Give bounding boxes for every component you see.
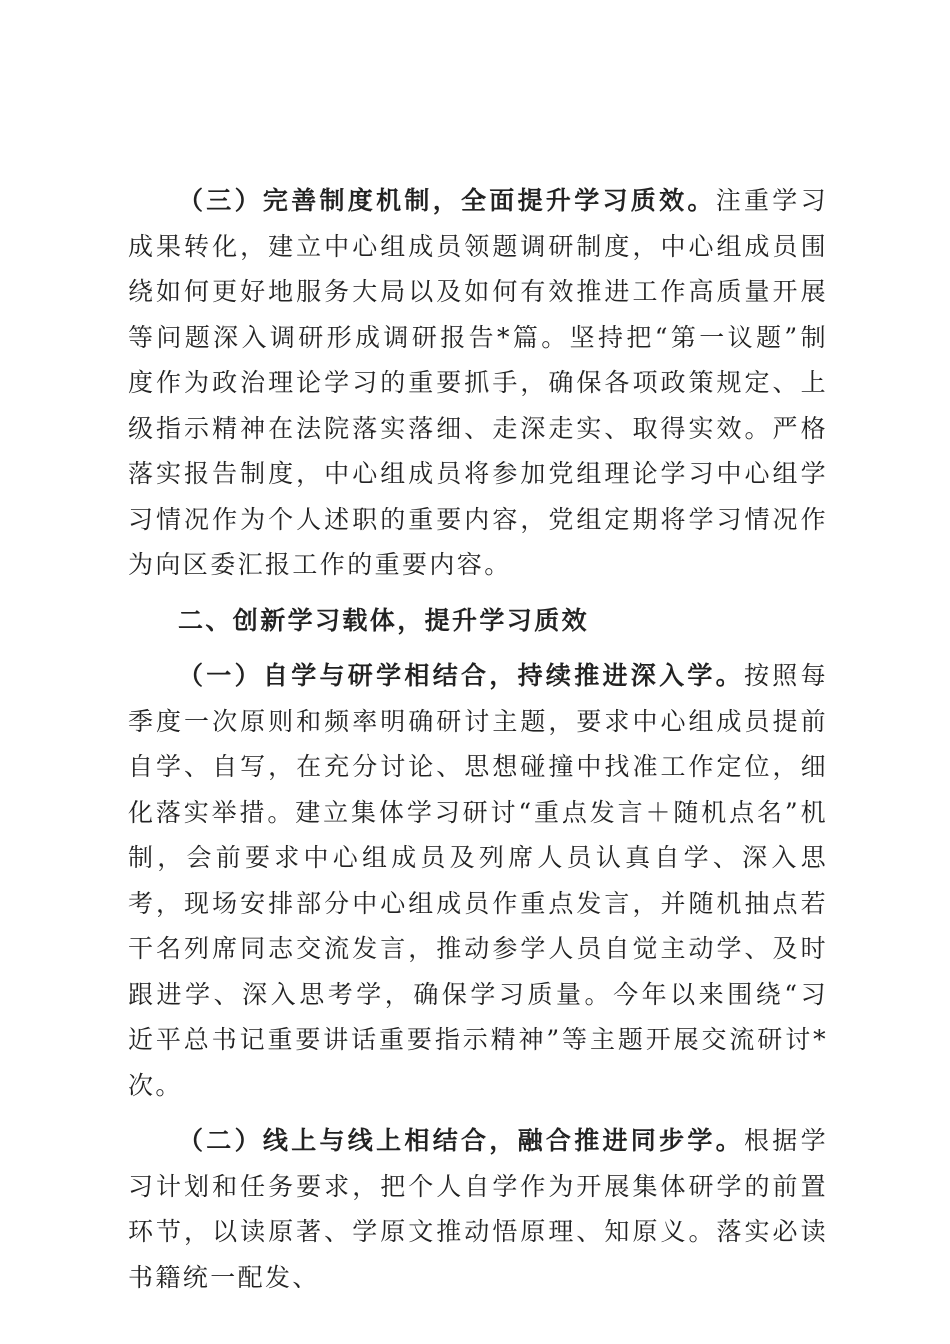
paragraph-lead: （一）自学与研学相结合，持续推进深入学。 — [178, 661, 744, 690]
document-body — [128, 178, 828, 1300]
paragraph-self-study — [128, 653, 828, 1108]
paragraph-online-study — [128, 1118, 828, 1300]
paragraph-lead: （三）完善制度机制，全面提升学习质效。 — [178, 186, 716, 215]
paragraph-text: 注重学习成果转化，建立中心组成员领题调研制度，中心组成员围绕如何更好地服务大局以及如何有效推进工作高质量开展等问题深入调研形成调研报告*篇。坚持把“第一议题”制度作为政治理论学习的重要抓手，确保各项政策规定、上级指示精神在法院落实落细、走深走实、取得实效。严格落实报告制度，中心组成员将参加党组理论学习中心组学习情况作为个人述职的重要内容，党组定期将学习情况作为向区委汇报工作的重要内容。 — [128, 186, 828, 579]
paragraph-text: 根据学习计划和任务要求，把个人自学作为开展集体研学的前置环节，以读原著、学原文推动悟原理、知原义。落实必读书籍统一配发、 — [128, 1126, 828, 1292]
paragraph-lead: （二）线上与线上相结合，融合推进同步学。 — [178, 1126, 744, 1155]
section-heading-innovate-carriers: 二、创新学习载体，提升学习质效 — [178, 605, 590, 635]
paragraph-text: 按照每季度一次原则和频率明确研讨主题，要求中心组成员提前自学、自写，在充分讨论、思想碰撞中找准工作定位，细化落实举措。建立集体学习研讨“重点发言＋随机点名”机制，会前要求中心组成员及列席人员认真自学、深入思考，现场安排部分中心组成员作重点发言，并随机抽点若干名列席同志交流发言，推动参学人员自觉主动学、及时跟进学、深入思考学，确保学习质量。今年以来围绕“习近平总书记重要讲话重要指示精神”等主题开展交流研讨*次。 — [128, 661, 828, 1100]
paragraph-improve-system — [128, 178, 828, 588]
